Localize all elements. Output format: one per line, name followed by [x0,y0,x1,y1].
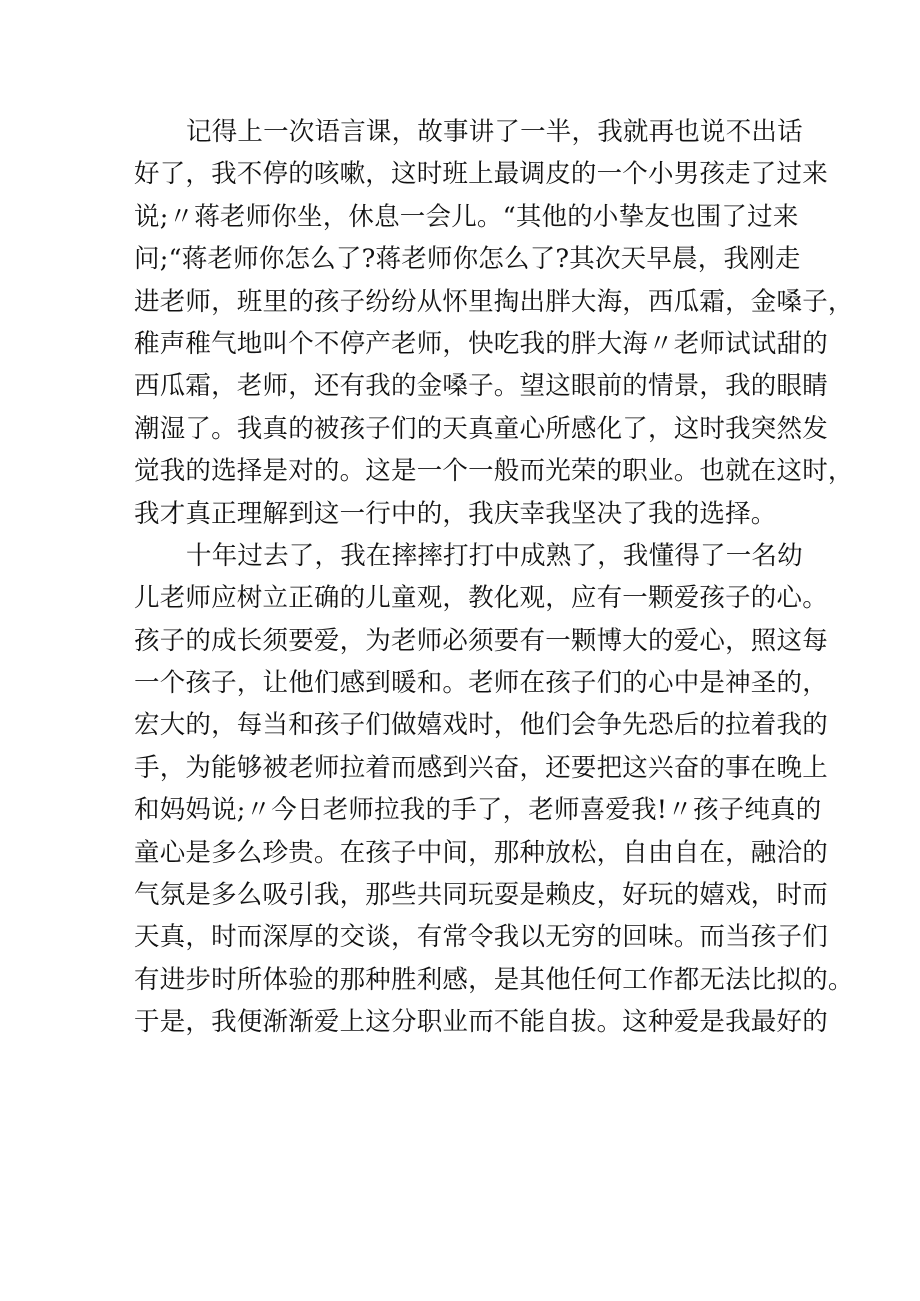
paragraph-2-line-2: 儿老师应树立正确的儿童观，教化观，应有一颗爱孩子的心。 [134,583,828,614]
paragraph-1-line-2: 好了，我不停的咳嗽，这时班上最调皮的一个小男孩走了过来 [134,159,828,190]
paragraph-1-line-10: 我才真正理解到这一行中的，我庆幸我坚决了我的选择。 [134,498,777,529]
paragraph-2-line-8: 童心是多么珍贵。在孩子中间，那种放松，自由自在，融洽的 [134,837,828,868]
paragraph-2-line-3: 孩子的成长须要爱，为老师必须要有一颗博大的爱心，照这每 [134,625,828,656]
paragraph-2-line-4: 一个孩子，让他们感到暖和。老师在孩子们的心中是神圣的， [134,668,828,699]
paragraph-2-line-10: 天真，时而深厚的交谈，有常令我以无穷的回味。而当孩子们 [134,922,828,953]
document-body [134,111,854,1044]
paragraph-1-line-4: 问;“蒋老师你怎么了?蒋老师你怎么了?其次天早晨，我刚走 [134,244,801,275]
paragraph-1-line-8: 潮湿了。我真的被孩子们的天真童心所感化了，这时我突然发 [134,413,828,444]
paragraph-2-line-12: 于是，我便渐渐爱上这分职业而不能自拔。这种爱是我最好的 [134,1007,828,1038]
paragraph-2-line-7: 和妈妈说;〃今日老师拉我的手了，老师喜爱我!〃孩子纯真的 [134,795,822,826]
paragraph-1-line-7: 西瓜霜，老师，还有我的金嗓子。望这眼前的情景，我的眼睛 [134,371,828,402]
paragraph-1-line-5: 进老师，班里的孩子纷纷从怀里掏出胖大海，西瓜霜，金嗓子， [134,286,854,317]
paragraph-2-line-1: 十年过去了，我在摔摔打打中成熟了，我懂得了一名幼 [186,540,803,571]
paragraph-2-line-11: 有进步时所体验的那种胜利感，是其他任何工作都无法比拟的。 [134,964,854,995]
paragraph-2-line-6: 手，为能够被老师拉着而感到兴奋，还要把这兴奋的事在晚上 [134,752,828,783]
paragraph-1-line-6: 稚声稚气地叫个不停产老师，快吃我的胖大海〃老师试试甜的 [134,328,828,359]
paragraph-1-line-9: 觉我的选择是对的。这是一个一般而光荣的职业。也就在这时， [134,456,854,487]
paragraph-1-line-1: 记得上一次语言课，故事讲了一半，我就再也说不出话 [186,117,803,147]
paragraph-2-line-5: 宏大的，每当和孩子们做嬉戏时，他们会争先恐后的拉着我的 [134,710,828,741]
paragraph-2-line-9: 气氛是多么吸引我，那些共同玩耍是赖皮，好玩的嬉戏，时而 [134,880,828,911]
paragraph-1-line-3: 说;〃蒋老师你坐，休息一会儿。“其他的小挚友也围了过来 [134,201,799,232]
